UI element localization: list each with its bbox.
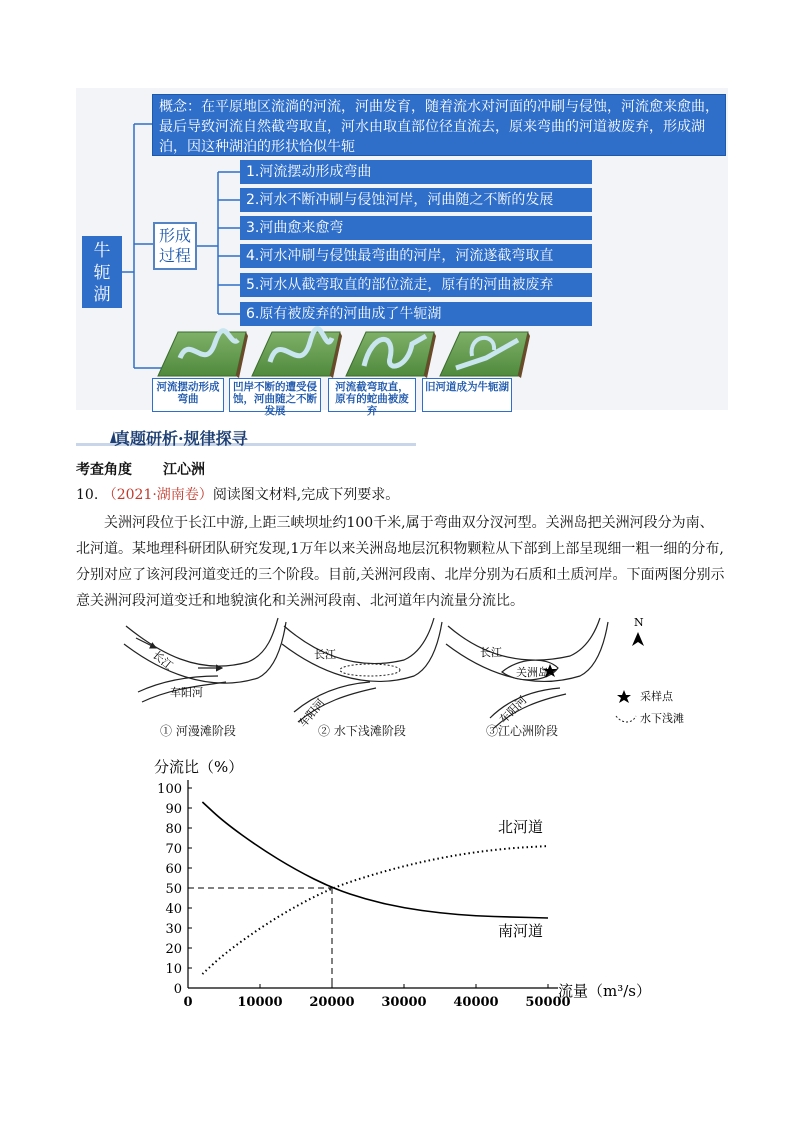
question-header — [76, 484, 399, 504]
stage2-tributary-label: 车阳河 — [296, 696, 328, 730]
shoal-legend-icon — [616, 716, 636, 722]
terrain-block-4 — [440, 332, 530, 378]
image-caption-2: 凹岸不断的遭受侵蚀，河曲随之不断发展 — [229, 378, 321, 412]
section-title: 真题研析·规律探寻 — [114, 429, 248, 448]
topic-box — [82, 236, 122, 308]
x-tick-label: 10000 — [237, 995, 283, 1010]
step-3: 3.河曲愈来愈弯 — [240, 216, 592, 240]
x-tick-label: 30000 — [381, 995, 427, 1010]
terrain-block-1 — [158, 331, 248, 378]
question-instruction: 阅读图文材料,完成下列要求。 — [212, 487, 400, 503]
x-tick-label: 50000 — [525, 995, 571, 1010]
stage2-river-label: 长江 — [314, 648, 336, 661]
concept-box: 概念：在平原地区流淌的河流，河曲发育，随着流水对河面的冲刷与侵蚀，河流愈来愈曲，最后导致河流自然截弯取直，河水由取直部位径直流去，原来弯曲的河道被废弃，形成湖泊，因这种湖泊的形状恰似牛轭 — [152, 94, 726, 156]
x-tick-label: 0 — [183, 995, 193, 1010]
y-tick-label: 10 — [165, 962, 182, 977]
step-1: 1.河流摆动形成弯曲 — [240, 160, 592, 184]
stage1-river-label: 长江 — [150, 648, 176, 673]
stage-2-label: ② 水下浅滩阶段 — [318, 724, 406, 738]
legend-shoal: 水下浅滩 — [640, 712, 684, 725]
legend-sample-point: 采样点 — [640, 690, 673, 703]
y-axis-label: 分流比（%） — [154, 758, 244, 776]
stage3-river-label: 长江 — [480, 646, 502, 659]
stage-3-label: ③江心洲阶段 — [486, 724, 559, 738]
process-box — [153, 222, 197, 270]
angle-value: 江心洲 — [163, 462, 205, 478]
stage3-tributary-label: 车阳河 — [496, 693, 530, 727]
question-number: 10. — [76, 487, 99, 503]
image-caption-1: 河流摆动形成弯曲 — [152, 378, 224, 412]
series-line-2 — [202, 846, 548, 974]
y-tick-label: 40 — [165, 902, 182, 917]
question-paragraph: 关洲河段位于长江中游,上距三峡坝址约100千米,属于弯曲双分汊河型。关洲岛把关洲河段分为南、北河道。某地理科研团队研究发现,1万年以来关洲岛地层沉积物颗粒从下部到上部呈现细一粗一细的分布,分别对应了该河段河道变迁的三个阶段。目前,关洲河段南、北岸分别为石质和土质河岸。下面两图分别示意关洲河段河道变迁和地貌演化和关洲河段南、北河道年内流量分流比。 — [76, 515, 725, 609]
stage3-island-label: 关洲岛 — [516, 666, 549, 679]
stage-1-map — [124, 618, 286, 702]
image-caption-3: 河流截弯取直，原有的蛇曲被废弃 — [328, 378, 416, 412]
y-tick-label: 100 — [157, 782, 182, 797]
x-tick-label: 20000 — [309, 995, 355, 1010]
y-tick-label: 30 — [165, 922, 182, 937]
step-5: 5.河水从截弯取直的部位流走，原有的河曲被废弃 — [240, 273, 592, 297]
y-tick-label: 50 — [165, 882, 182, 897]
question-source: （2021·湖南卷） — [102, 487, 213, 503]
y-tick-label: 70 — [165, 842, 182, 857]
stage-2-map — [282, 618, 442, 730]
y-tick-label: 0 — [173, 982, 182, 997]
stage-1-label: ① 河漫滩阶段 — [160, 724, 236, 738]
step-6: 6.原有被废弃的河曲成了牛轭湖 — [240, 302, 592, 326]
terrain-block-3 — [346, 332, 436, 378]
y-tick-label: 80 — [165, 822, 182, 837]
river-evolution-diagram — [118, 612, 684, 740]
y-tick-label: 60 — [165, 862, 182, 877]
step-4: 4.河水冲刷与侵蚀最弯曲的河岸，河流遂截弯取直 — [240, 244, 592, 268]
process-label: 形成过程 — [158, 226, 191, 265]
topic-label: 牛轭湖 — [93, 241, 111, 305]
step-2: 2.河水不断冲刷与侵蚀河岸，河曲随之不断的发展 — [240, 188, 592, 212]
series-label-1: 南河道 — [498, 922, 544, 940]
image-caption-4: 旧河道成为牛轭湖 — [422, 378, 512, 412]
y-tick-label: 90 — [165, 802, 182, 817]
terrain-block-2 — [252, 329, 342, 378]
stage1-tributary-label: 车阳河 — [170, 686, 203, 699]
oxbow-formation-images — [150, 328, 550, 380]
series-label-2: 北河道 — [498, 818, 544, 836]
series-line-1 — [202, 802, 548, 918]
svg-text:N: N — [634, 616, 644, 629]
stage-3-map — [446, 618, 608, 728]
x-tick-label: 40000 — [453, 995, 499, 1010]
angle-label: 考查角度 — [76, 462, 132, 478]
sample-point-icon — [617, 690, 631, 703]
y-tick-label: 20 — [165, 942, 182, 957]
x-axis-label: 流量（m³/s） — [558, 982, 651, 1000]
north-arrow-icon — [632, 616, 644, 646]
flow-ratio-chart — [150, 756, 670, 1016]
